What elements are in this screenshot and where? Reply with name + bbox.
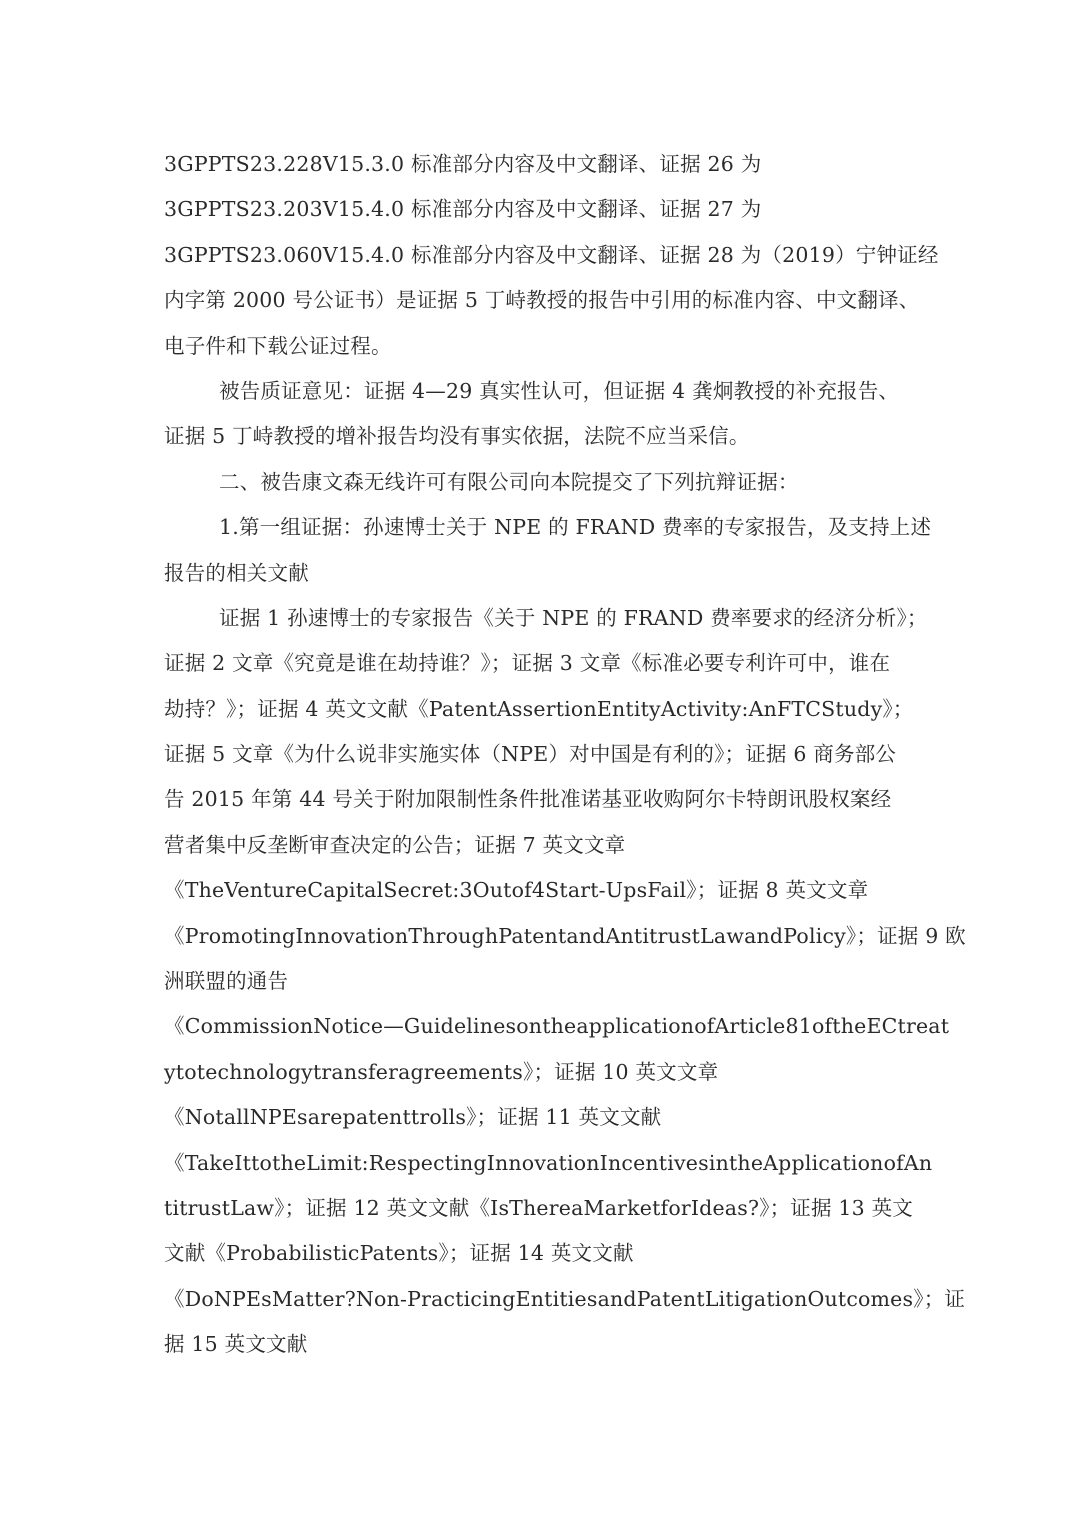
text-line: 证据 2 文章《究竟是谁在劫持谁？》；证据 3 文章《标准必要专利许可中，谁在 xyxy=(164,651,891,676)
text-line: 营者集中反垄断审查决定的公告；证据 7 英文文章 xyxy=(164,832,626,857)
text-line: 洲联盟的通告 xyxy=(164,969,289,994)
text-line: 3GPPTS23.060V15.4.0 标准部分内容及中文翻译、证据 28 为（2019）宁钟证经 xyxy=(164,242,939,267)
text-line: 《CommissionNotice—GuidelinesontheapplicationofArticle81oftheECtreat xyxy=(164,1014,950,1039)
text-line: 证据 1 孙速博士的专家报告《关于 NPE 的 FRAND 费率要求的经济分析》； xyxy=(219,605,928,630)
text-line: 电子件和下载公证过程。 xyxy=(164,333,392,358)
text-line: titrustLaw》；证据 12 英文文献《IsThereaMarketforIdeas?》；证据 13 英文 xyxy=(164,1195,914,1220)
text-line: 内字第 2000 号公证书）是证据 5 丁峙教授的报告中引用的标准内容、中文翻译、 xyxy=(164,288,920,313)
text-line: 1.第一组证据：孙速博士关于 NPE 的 FRAND 费率的专家报告，及支持上述 xyxy=(219,515,932,540)
text-line: 3GPPTS23.228V15.3.0 标准部分内容及中文翻译、证据 26 为 xyxy=(164,152,762,176)
text-line: 《NotallNPEsarepatenttrolls》；证据 11 英文文献 xyxy=(164,1105,662,1130)
text-line: 被告质证意见：证据 4—29 真实性认可，但证据 4 龚炯教授的补充报告、 xyxy=(219,378,900,403)
text-line: 《TakeIttotheLimit:RespectingInnovationIncentivesintheApplicationofAn xyxy=(164,1150,933,1175)
text-line: 《PromotingInnovationThroughPatentandAntitrustLawandPolicy》；证据 9 欧 xyxy=(164,923,966,948)
text-line: 3GPPTS23.203V15.4.0 标准部分内容及中文翻译、证据 27 为 xyxy=(164,197,762,222)
text-line: 《DoNPEsMatter?Non-PracticingEntitiesandPatentLitigationOutcomes》；证 xyxy=(164,1286,966,1311)
text-line: 劫持？》；证据 4 英文文献《PatentAssertionEntityActivity:AnFTCStudy》； xyxy=(164,696,914,721)
text-line: 二、被告康文森无线许可有限公司向本院提交了下列抗辩证据： xyxy=(219,469,799,494)
text-line: 《TheVentureCapitalSecret:3Outof4Start-UpsFail》；证据 8 英文文章 xyxy=(164,878,869,903)
text-line: 告 2015 年第 44 号关于附加限制性条件批准诺基亚收购阿尔卡特朗讯股权案经 xyxy=(164,787,892,812)
text-line: 报告的相关文献 xyxy=(164,560,309,585)
text-line: 证据 5 文章《为什么说非实施实体（NPE）对中国是有利的》；证据 6 商务部公 xyxy=(164,742,897,767)
text-line: 文献《ProbabilisticPatents》；证据 14 英文文献 xyxy=(164,1241,634,1266)
text-line: 证据 5 丁峙教授的增补报告均没有事实依据，法院不应当采信。 xyxy=(164,424,750,449)
text-line: 据 15 英文文献 xyxy=(164,1332,308,1357)
document-body xyxy=(164,142,966,1368)
text-line: ytotechnologytransferagreements》；证据 10 英文文章 xyxy=(164,1059,719,1084)
